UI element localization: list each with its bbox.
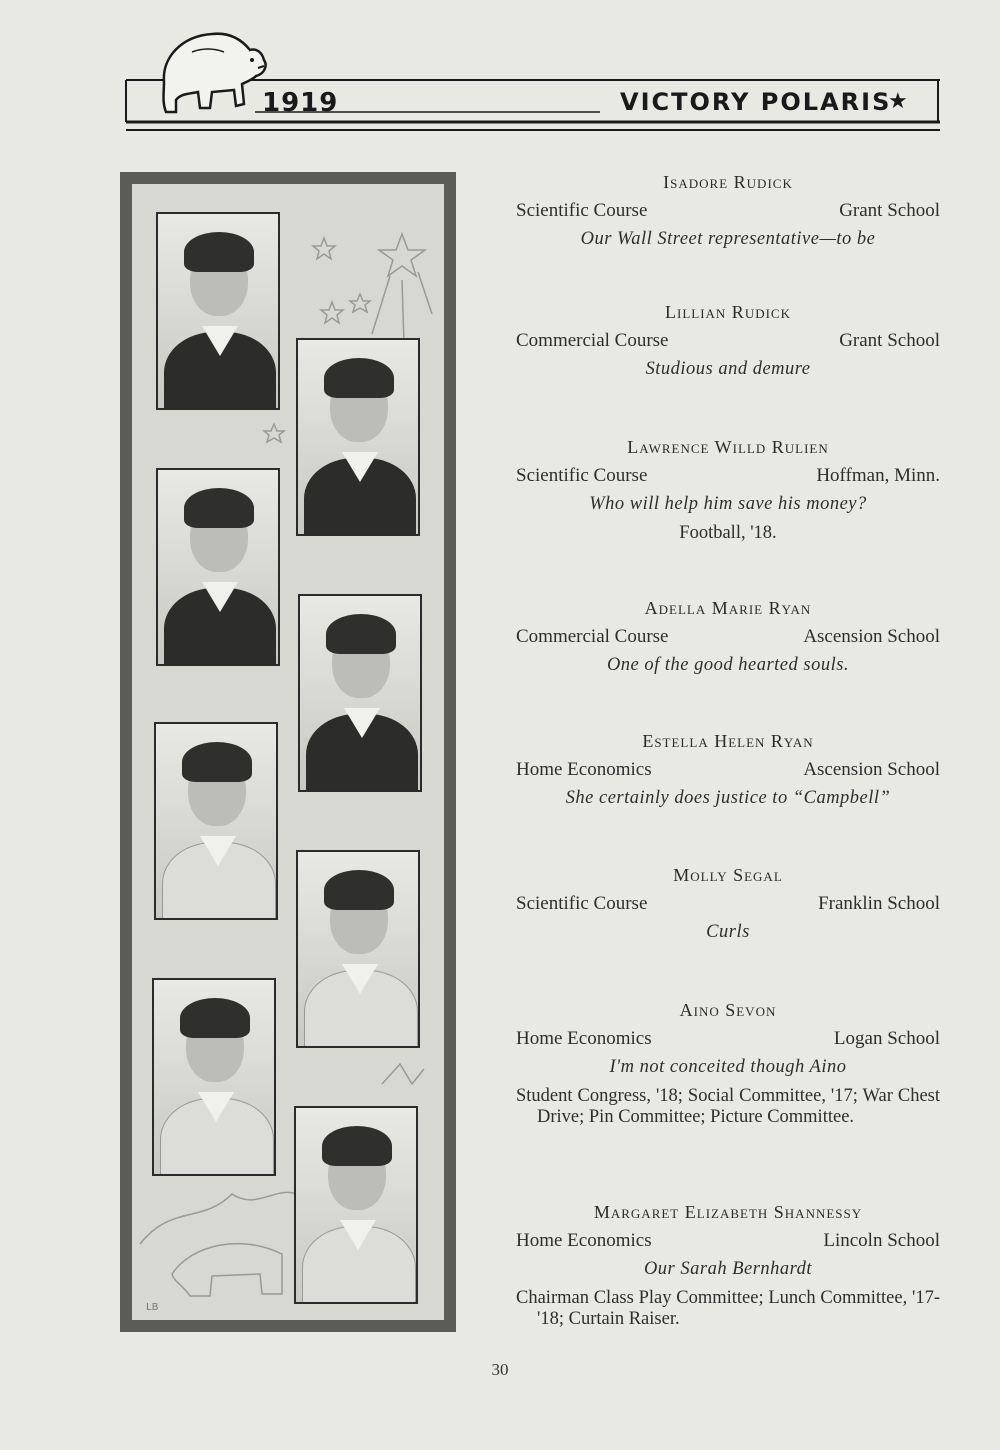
student-school: Ascension School <box>803 759 940 780</box>
portrait-photo <box>156 212 280 410</box>
student-motto: Studious and demure <box>645 359 811 379</box>
student-course: Commercial Course <box>516 626 669 647</box>
student-course: Home Economics <box>516 1230 652 1251</box>
student-school: Logan School <box>833 1028 940 1049</box>
student-school: Grant School <box>839 200 940 221</box>
student-school: Hoffman, Minn. <box>816 465 940 486</box>
student-entry <box>516 1000 940 1128</box>
page-header <box>0 0 1000 140</box>
student-motto: Our Wall Street representative—to be <box>580 229 876 249</box>
course-school-row <box>516 626 940 648</box>
portrait-photo <box>296 338 420 536</box>
artist-initials: LB <box>146 1302 159 1313</box>
student-course: Scientific Course <box>516 893 648 914</box>
student-entry <box>516 1202 940 1330</box>
student-course: Home Economics <box>516 1028 652 1049</box>
course-school-row <box>516 1230 940 1252</box>
student-name: Margaret Elizabeth Shannessy <box>593 1202 863 1222</box>
student-motto: One of the good hearted souls. <box>606 655 850 675</box>
student-name: Estella Helen Ryan <box>642 731 814 751</box>
page-number: 30 <box>491 1360 509 1379</box>
student-entry <box>516 302 940 380</box>
student-activities: Football, '18. <box>679 523 777 543</box>
portrait-photo <box>296 850 420 1048</box>
course-school-row <box>516 759 940 781</box>
student-entry <box>516 731 940 809</box>
header-year: 1919 <box>262 88 339 118</box>
course-school-row <box>516 465 940 487</box>
student-school: Lincoln School <box>823 1230 940 1251</box>
portrait-photo <box>294 1106 418 1304</box>
student-entry <box>516 437 940 544</box>
student-motto: I'm not conceited though Aino <box>609 1057 847 1077</box>
student-activities: Student Congress, '18; Social Committee, '17; War Chest Drive; Pin Committee; Picture Committee. <box>516 1086 940 1127</box>
course-school-row <box>516 893 940 915</box>
portrait-photo <box>298 594 422 792</box>
student-course: Commercial Course <box>516 330 669 351</box>
student-school: Grant School <box>839 330 940 351</box>
portrait-photo <box>152 978 276 1176</box>
portrait-photo <box>156 468 280 666</box>
student-entry <box>516 865 940 943</box>
student-motto: She certainly does justice to “Campbell” <box>565 788 891 808</box>
student-course: Home Economics <box>516 759 652 780</box>
course-school-row <box>516 200 940 222</box>
student-name: Aino Sevon <box>679 1000 777 1020</box>
header-rules <box>0 0 1000 140</box>
student-entry <box>516 598 940 676</box>
course-school-row <box>516 330 940 352</box>
student-motto: Curls <box>706 922 750 942</box>
student-school: Ascension School <box>803 626 940 647</box>
student-school: Franklin School <box>818 893 940 914</box>
student-motto: Who will help him save his money? <box>589 494 867 514</box>
student-course: Scientific Course <box>516 465 648 486</box>
portrait-photo <box>154 722 278 920</box>
course-school-row <box>516 1028 940 1050</box>
student-motto: Our Sarah Bernhardt <box>643 1259 813 1279</box>
student-name: Isadore Rudick <box>663 172 793 192</box>
header-title: VICTORY POLARIS <box>620 88 892 116</box>
star-icon: ★ <box>888 88 908 113</box>
student-name: Lawrence Willd Rulien <box>627 437 829 457</box>
student-activities: Chairman Class Play Committee; Lunch Committee, '17-'18; Curtain Raiser. <box>516 1288 940 1329</box>
student-name: Molly Segal <box>673 865 783 885</box>
student-course: Scientific Course <box>516 200 648 221</box>
portrait-panel <box>120 172 456 1332</box>
student-name: Adella Marie Ryan <box>644 598 812 618</box>
portrait-panel-inner <box>132 184 444 1320</box>
student-entry <box>516 172 940 250</box>
polar-bear-icon <box>152 22 272 132</box>
student-name: Lillian Rudick <box>665 302 791 322</box>
